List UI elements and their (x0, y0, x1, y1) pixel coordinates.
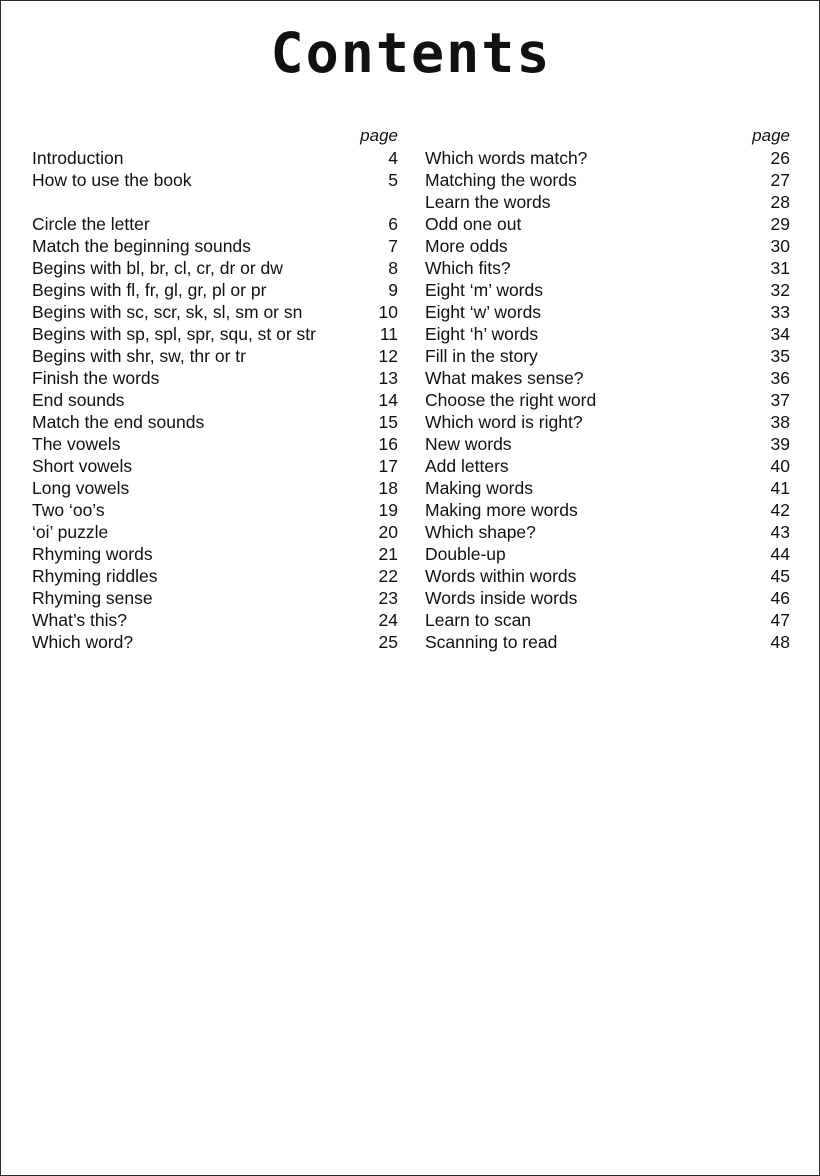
toc-entry-title: Two ‘oo’s (32, 500, 105, 520)
page-title: Contents (270, 21, 552, 85)
toc-entry[interactable] (32, 389, 398, 411)
toc-entry[interactable] (425, 543, 790, 565)
toc-entry[interactable] (425, 521, 790, 543)
toc-entry[interactable] (425, 345, 790, 367)
toc-entry-title: How to use the book (32, 170, 192, 190)
toc-entry-title: More odds (425, 236, 508, 256)
toc-entry[interactable] (425, 257, 790, 279)
toc-entry-title: Which word? (32, 632, 134, 652)
toc-entry-page-number: 7 (388, 236, 398, 256)
toc-entry-title: What’s this? (32, 610, 127, 630)
toc-entry-title: Begins with bl, br, cl, cr, dr or dw (32, 258, 283, 278)
toc-entry-page-number: 33 (770, 302, 790, 322)
toc-entry-page-number: 10 (378, 302, 398, 322)
toc-entry-page-number: 35 (770, 346, 790, 366)
toc-entry-page-number: 8 (388, 258, 398, 278)
toc-entry[interactable] (425, 301, 790, 323)
toc-entry-page-number: 31 (770, 258, 790, 278)
toc-entry-title: Learn the words (425, 192, 551, 212)
toc-entry-title: Eight ‘h’ words (425, 324, 539, 344)
toc-entry-page-number: 38 (770, 412, 790, 432)
toc-entry[interactable] (425, 609, 790, 631)
toc-entry[interactable] (425, 411, 790, 433)
toc-entry-title: The vowels (32, 434, 121, 454)
toc-entry[interactable] (425, 279, 790, 301)
toc-entry-page-number: 6 (388, 214, 398, 234)
toc-entry-title: Long vowels (32, 478, 130, 498)
toc-entry-title: ‘oi’ puzzle (32, 522, 109, 542)
toc-entry-page-number: 20 (378, 522, 398, 542)
toc-entry-title: Match the end sounds (32, 412, 205, 432)
toc-entry-title: Match the beginning sounds (32, 236, 251, 256)
toc-entry-page-number: 29 (770, 214, 790, 234)
toc-entry[interactable] (32, 301, 398, 323)
toc-entry-page-number: 23 (378, 588, 398, 608)
toc-entry-page-number: 42 (770, 500, 790, 520)
toc-entry-title: Rhyming words (32, 544, 153, 564)
toc-entry[interactable] (425, 455, 790, 477)
toc-entry[interactable] (32, 235, 398, 257)
toc-entry-title: Double-up (425, 544, 506, 564)
toc-entry-title: Begins with sc, scr, sk, sl, sm or sn (32, 302, 303, 322)
toc-entry-title: Odd one out (425, 214, 522, 234)
toc-entry[interactable] (425, 587, 790, 609)
toc-entry-title: Which shape? (425, 522, 536, 542)
toc-entry-page-number: 43 (770, 522, 790, 542)
toc-entry-page-number: 28 (770, 192, 790, 212)
page-column-header: page (360, 126, 398, 145)
toc-entry-title: Making words (425, 478, 533, 498)
page-column-header: page (752, 126, 790, 145)
toc-entry-title: Fill in the story (425, 346, 538, 366)
toc-entry-page-number: 40 (770, 456, 790, 476)
toc-entry[interactable] (32, 433, 398, 455)
toc-entry-page-number: 27 (770, 170, 790, 190)
toc-entry-title: Add letters (425, 456, 509, 476)
toc-entry-title: Begins with fl, fr, gl, gr, pl or pr (32, 280, 267, 300)
toc-entry-title: Eight ‘m’ words (425, 280, 543, 300)
toc-entry-page-number: 47 (770, 610, 790, 630)
toc-entry-page-number: 26 (770, 148, 790, 168)
toc-entry-title: What makes sense? (425, 368, 584, 388)
toc-entry-title: Short vowels (32, 456, 133, 476)
toc-entry-page-number: 32 (770, 280, 790, 300)
toc-entry[interactable] (32, 587, 398, 609)
toc-entry-page-number: 30 (770, 236, 790, 256)
toc-entry-page-number: 45 (770, 566, 790, 586)
toc-spacer (32, 191, 398, 213)
contents-column-left (32, 125, 398, 653)
toc-entry-page-number: 15 (378, 412, 398, 432)
toc-entry-title: Rhyming sense (32, 588, 153, 608)
toc-entry-page-number: 48 (770, 632, 790, 652)
toc-list-right (425, 147, 790, 653)
toc-entry[interactable] (32, 609, 398, 631)
toc-entry[interactable] (425, 565, 790, 587)
toc-entry[interactable] (425, 367, 790, 389)
toc-entry-page-number: 46 (770, 588, 790, 608)
toc-entry[interactable] (425, 433, 790, 455)
toc-entry[interactable] (425, 235, 790, 257)
toc-entry[interactable] (32, 477, 398, 499)
toc-entry[interactable] (425, 323, 790, 345)
toc-entry-title: Which words match? (425, 148, 588, 168)
toc-entry-title: Circle the letter (32, 214, 150, 234)
toc-entry-page-number: 24 (378, 610, 398, 630)
toc-entry-page-number: 22 (378, 566, 398, 586)
toc-entry[interactable] (425, 147, 790, 169)
toc-entry-title: Words inside words (425, 588, 578, 608)
toc-entry-title: Rhyming riddles (32, 566, 158, 586)
contents-column-right (425, 125, 790, 653)
toc-entry-title: Finish the words (32, 368, 160, 388)
toc-entry-title: Which fits? (425, 258, 511, 278)
toc-entry-page-number: 25 (378, 632, 398, 652)
toc-entry[interactable] (32, 455, 398, 477)
toc-entry-page-number: 17 (378, 456, 398, 476)
toc-entry-page-number: 14 (378, 390, 398, 410)
toc-entry-page-number: 12 (378, 346, 398, 366)
toc-entry-title: New words (425, 434, 512, 454)
toc-entry-title: Matching the words (425, 170, 577, 190)
toc-entry-title: Words within words (425, 566, 577, 586)
toc-entry-page-number: 41 (770, 478, 790, 498)
toc-entry[interactable] (32, 631, 398, 653)
contents-columns (1, 125, 820, 685)
toc-entry-title: End sounds (32, 390, 125, 410)
toc-entry-title: Eight ‘w’ words (425, 302, 542, 322)
toc-entry-page-number: 44 (770, 544, 790, 564)
toc-entry[interactable] (32, 323, 398, 345)
toc-entry-title: Begins with sp, spl, spr, squ, st or str (32, 324, 316, 344)
toc-entry[interactable] (32, 345, 398, 367)
toc-entry-page-number: 34 (770, 324, 790, 344)
toc-entry[interactable] (425, 389, 790, 411)
toc-entry-page-number: 19 (378, 500, 398, 520)
toc-entry[interactable] (32, 169, 398, 191)
toc-entry-title: Learn to scan (425, 610, 532, 630)
toc-entry-title: Introduction (32, 148, 124, 168)
toc-entry[interactable] (32, 367, 398, 389)
toc-entry[interactable] (425, 499, 790, 521)
toc-entry[interactable] (425, 213, 790, 235)
toc-entry-page-number: 37 (770, 390, 790, 410)
toc-entry-title: Choose the right word (425, 390, 597, 410)
toc-entry[interactable] (32, 499, 398, 521)
toc-entry-page-number: 9 (388, 280, 398, 300)
toc-entry-page-number: 4 (388, 148, 398, 168)
toc-entry[interactable] (32, 147, 398, 169)
toc-entry-page-number: 11 (379, 324, 398, 344)
toc-list-left (32, 147, 398, 653)
toc-entry[interactable] (425, 191, 790, 213)
toc-entry-page-number: 21 (378, 544, 398, 564)
toc-entry-page-number: 36 (770, 368, 790, 388)
toc-entry-title: Making more words (425, 500, 578, 520)
toc-entry[interactable] (32, 565, 398, 587)
toc-entry-page-number: 18 (378, 478, 398, 498)
toc-entry[interactable] (32, 521, 398, 543)
toc-entry[interactable] (32, 213, 398, 235)
toc-entry-title: Scanning to read (425, 632, 558, 652)
toc-entry[interactable] (32, 411, 398, 433)
toc-entry-page-number: 13 (378, 368, 398, 388)
toc-entry[interactable] (425, 169, 790, 191)
toc-entry[interactable] (32, 279, 398, 301)
toc-entry[interactable] (32, 257, 398, 279)
toc-entry-page-number: 39 (770, 434, 790, 454)
toc-entry-title: Which word is right? (425, 412, 583, 432)
toc-entry-title: Begins with shr, sw, thr or tr (32, 346, 246, 366)
toc-entry-page-number: 5 (388, 170, 398, 190)
toc-entry[interactable] (425, 477, 790, 499)
toc-entry-page-number: 16 (378, 434, 398, 454)
toc-entry[interactable] (425, 631, 790, 653)
toc-entry[interactable] (32, 543, 398, 565)
